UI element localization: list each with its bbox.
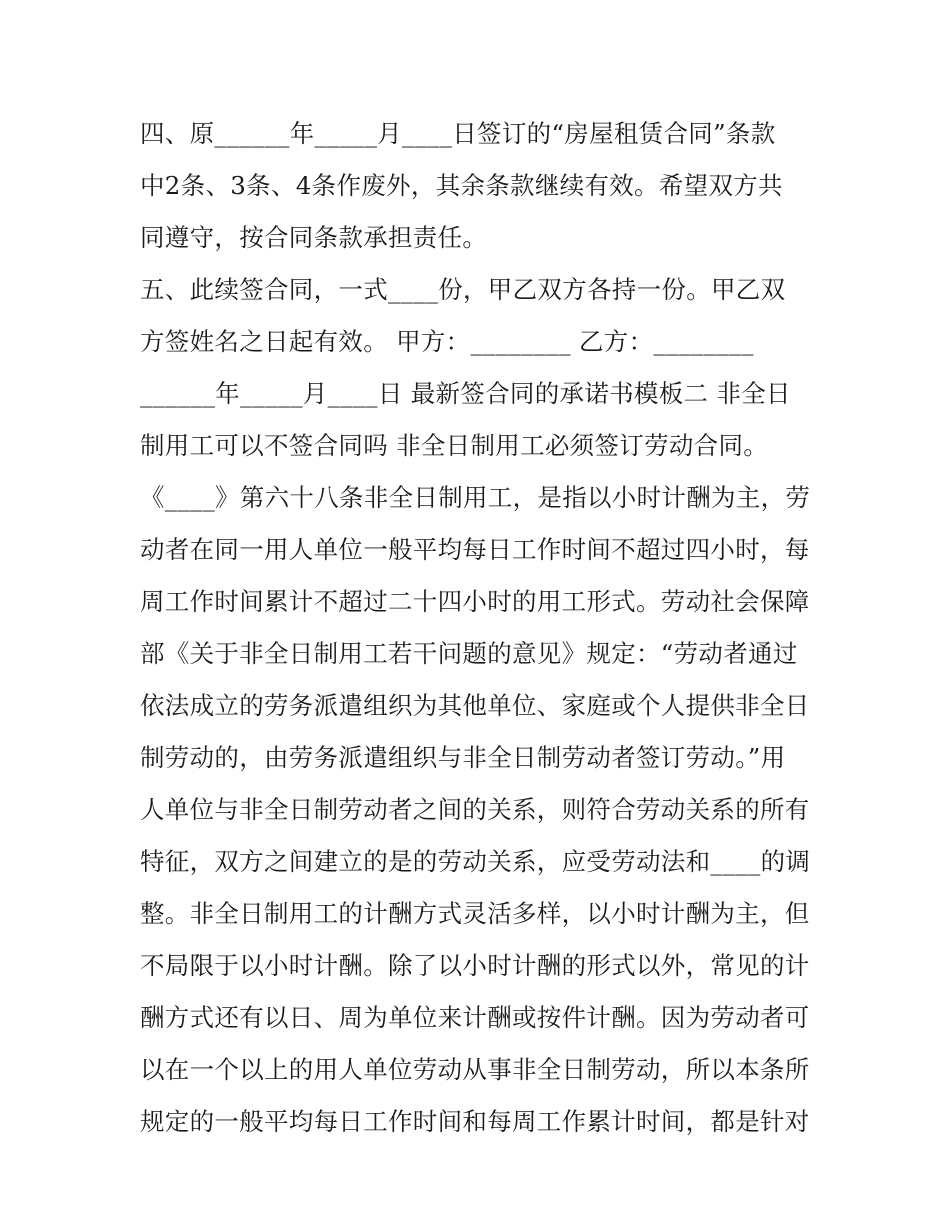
text-line: 《____》第六十八条非全日制用工，是指以小时计酬为主，劳	[140, 483, 811, 512]
text-line: 制用工可以不签合同吗 非全日制用工必须签订劳动合同。	[140, 431, 769, 460]
text-line: 动者在同一用人单位一般平均每日工作时间不超过四小时，每	[140, 535, 810, 564]
text-line: 规定的一般平均每日工作时间和每周工作累计时间，都是针对	[140, 1107, 810, 1136]
text-line: 人单位与非全日制劳动者之间的关系，则符合劳动关系的所有	[140, 795, 810, 824]
text-line: 同遵守，按合同条款承担责任。	[140, 223, 488, 252]
document-body	[140, 108, 820, 1148]
text-line: ______年_____月____日 最新签合同的承诺书模板二 非全日	[140, 379, 791, 408]
text-line: 以在一个以上的用人单位劳动从事非全日制劳动，所以本条所	[140, 1055, 810, 1084]
text-line: 依法成立的劳务派遣组织为其他单位、家庭或个人提供非全日	[140, 691, 810, 720]
text-line: 制劳动的，由劳务派遣组织与非全日制劳动者签订劳动。”用	[140, 743, 786, 772]
text-line: 中2条、3条、4条作废外，其余条款继续有效。希望双方共	[140, 171, 783, 200]
text-line: 酬方式还有以日、周为单位来计酬或按件计酬。因为劳动者可	[140, 1003, 810, 1032]
text-line: 四、原______年_____月____日签订的“房屋租赁合同”条款	[140, 119, 776, 148]
text-line: 五、此续签合同，一式____份，甲乙双方各持一份。甲乙双	[140, 275, 786, 304]
text-line: 特征，双方之间建立的是的劳动关系，应受劳动法和____的调	[140, 847, 811, 876]
text-line: 部《关于非全日制用工若干问题的意见》规定：“劳动者通过	[140, 639, 798, 668]
text-line: 周工作时间累计不超过二十四小时的用工形式。劳动社会保障	[140, 587, 810, 616]
text-line: 整。非全日制用工的计酬方式灵活多样，以小时计酬为主，但	[140, 899, 810, 928]
text-line: 方签姓名之日起有效。 甲方：________ 乙方：________	[140, 327, 754, 356]
text-line: 不局限于以小时计酬。除了以小时计酬的形式以外，常见的计	[140, 951, 810, 980]
